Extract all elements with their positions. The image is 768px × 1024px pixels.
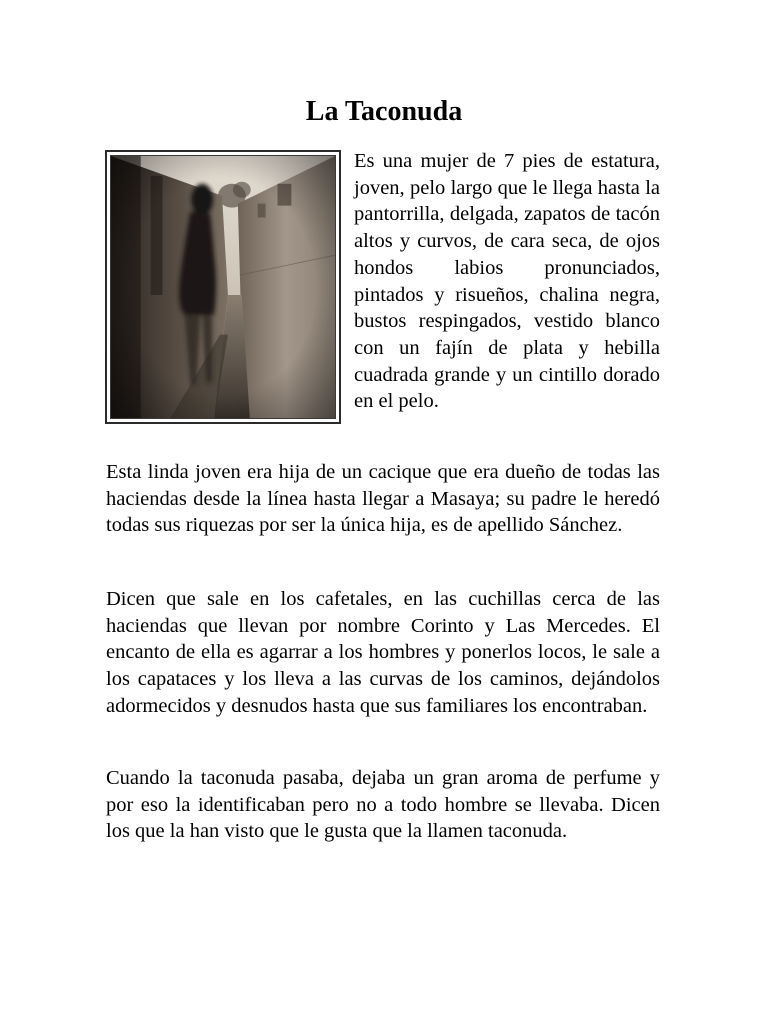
ghost-woman-alley-photo (105, 150, 341, 424)
intro-paragraph: Es una mujer de 7 pies de estatura, joven, pelo largo que le llega hasta la pantorrilla, delgada, zapatos de tacón altos y curvos, de cara seca, de ojos hondos labios pronunciados, pintados y risueños, chalina negra, bustos respingados, vestido blanco con un fajín de plata y hebilla cuadrada grande y un cintillo dorado en el pelo. (354, 150, 660, 413)
paragraph-3: Cuando la taconuda pasaba, dejaba un gran aroma de perfume y por eso la identificaban pero no a todo hombre se llevaba. Dicen los que la han visto que le gusta que la llamen taconuda. (106, 767, 660, 843)
paragraph-2: Dicen que sale en los cafetales, en las cuchillas cerca de las haciendas que llevan por nombre Corinto y Las Mercedes. El encanto de ella es agarrar a los hombres y ponerlos locos, le sale a los capataces y los lleva a las curvas de los caminos, dejándolos adormecidos y desnudos hasta que sus familiares los encontraban. (106, 588, 660, 717)
page-title: La Taconuda (305, 96, 463, 127)
alley-photo-illustration (111, 156, 335, 418)
photo-frame (110, 155, 336, 419)
paragraph-1: Esta linda joven era hija de un cacique que era dueño de todas las haciendas desde la línea hasta llegar a Masaya; su padre le heredó todas sus riquezas por ser la única hija, es de apellido Sánchez. (106, 461, 660, 537)
